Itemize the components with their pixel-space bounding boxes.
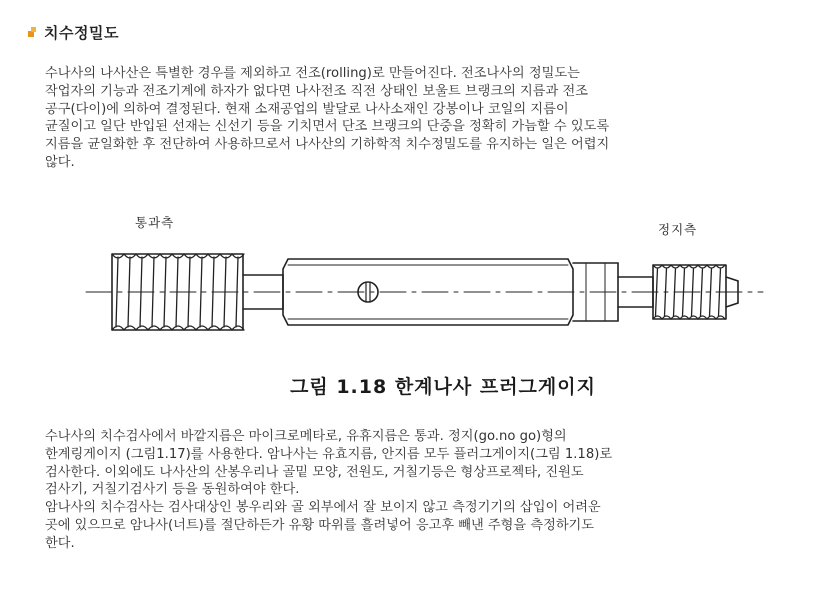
plug-gauge-figure — [78, 207, 768, 407]
text-line: 곳에 있으므로 암나사(너트)를 절단하든가 유황 따위를 흘려넣어 응고후 빼낸 주형을 측정하기도 — [45, 517, 595, 533]
text-line: 수나사의 치수검사에서 바깥지름은 마이크로메타로, 유휴지름은 통과. 정지(go.no go)형의 — [45, 429, 567, 444]
text-line: 작업자의 기능과 전조기계에 하자가 없다면 나사전조 직전 상태인 보울트 브랭크의 지름과 전조 — [45, 83, 588, 99]
section-title: 치수정밀도 — [44, 23, 119, 42]
text-line: 수나사의 나사산은 특별한 경우를 제외하고 전조(rolling)로 만들어진다. 전조나사의 정밀도는 — [45, 66, 580, 81]
text-line: 검사한다. 이외에도 나사산의 산봉우리나 골밑 모양, 전원도, 거칠기등은 형상프로젝타, 진원도 — [45, 464, 584, 480]
text-line: 검사기, 거칠기검사기 등을 동원하여야 한다. — [45, 482, 300, 498]
text-line: 한다. — [45, 535, 75, 551]
section-heading — [28, 20, 119, 44]
nogo-side-label: 정지측 — [658, 222, 698, 237]
text-line: 지름을 균일화한 후 전단하여 사용하므로서 나사산의 기하학적 치수정밀도를 유지하는 일은 어렵지 — [45, 137, 610, 153]
text-line: 공구(다이)에 의하여 결정된다. 현재 소재공업의 발달로 나사소재인 강봉이나 코일의 지름이 — [45, 101, 569, 117]
go-side-label: 통과측 — [135, 215, 175, 230]
text-line: 않다. — [45, 154, 75, 170]
orange-bullet-icon — [28, 25, 38, 39]
figure-caption: 그림 1.18 한계나사 프러그게이지 — [290, 376, 596, 398]
inspection-paragraph — [45, 428, 785, 553]
text-line: 한계링게이지 (그림1.17)를 사용한다. 암나사는 유효지름, 안지름 모두 플러그게이지(그림 1.18)로 — [45, 446, 613, 462]
text-line: 암나사의 치수검사는 검사대상인 봉우리와 골 외부에서 잘 보이지 않고 측정기기의 삽입이 어려운 — [45, 500, 601, 516]
text-line: 균질이고 일단 반입된 선재는 신선기 등을 기치면서 단조 브랭크의 단중을 정확히 가늠할 수 있도록 — [45, 119, 610, 135]
intro-paragraph — [45, 65, 785, 172]
